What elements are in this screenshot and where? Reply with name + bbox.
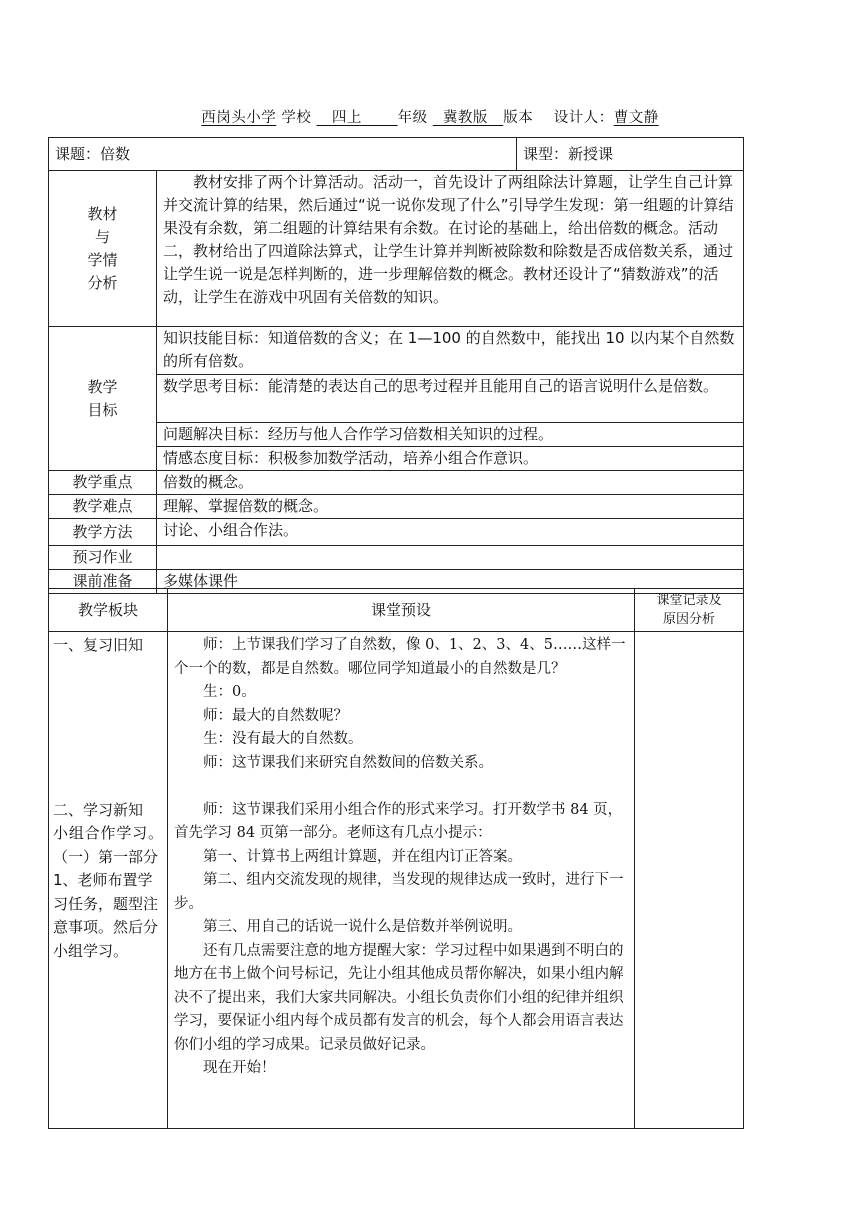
plan-paragraph: 生：没有最大的自然数。 <box>203 731 363 747</box>
notes-header: 课堂记录及 原因分析 <box>635 589 744 632</box>
plan-paragraph: 现在开始！ <box>203 1060 276 1076</box>
method-label: 教学方法 <box>49 519 157 546</box>
module-column <box>49 632 168 1129</box>
plan-paragraph: 师：上节课我们学习了自然数，像 0、1、2、3、4、5……这样一个一个的数，都是自然数。哪位同学知道最小的自然数是几？ <box>174 637 626 677</box>
plan-paragraph: 还有几点需要注意的地方提醒大家：学习过程中如果遇到不明白的地方在书上做个问号标记，先让小组其他成员帮你解决，如果小组内解决不了提出来，我们大家共同解决。小组长负责你们小组的纪律并组织学习，要保证小组内每个成员都有发言的机会，每个人都会用语言表达你们小组的学习成果。记录员做好记录。 <box>174 942 624 1053</box>
designer-name: 曹文静 <box>613 110 659 126</box>
edition-value: 冀教版 <box>442 110 488 126</box>
goal-knowledge: 知识技能目标：知道倍数的含义；在 1—100 的自然数中，能找出 10 以内某个自然数的所有倍数。 <box>157 327 744 375</box>
key-point-label: 教学重点 <box>49 471 157 495</box>
goal-thinking: 数学思考目标：能清楚的表达自己的思考过程并且能用自己的语言说明什么是倍数。 <box>157 375 744 423</box>
plan-paragraph: 师：最大的自然数呢？ <box>203 707 348 724</box>
grade-value: 四上 <box>331 110 362 126</box>
section-review: 一、复习旧知 <box>53 636 144 654</box>
plan-paragraph: 生：0。 <box>203 684 256 700</box>
goal-problem-solving: 问题解决目标：经历与他人合作学习倍数相关知识的过程。 <box>157 423 744 447</box>
section-task: 1、老师布置学习任务，题型注意事项。然后分小组学习。 <box>53 871 159 960</box>
goals-label: 教学 目标 <box>49 327 157 471</box>
lesson-plan-table <box>48 588 744 1129</box>
analysis-text: 教材安排了两个计算活动。活动一，首先设计了两组除法计算题，让学生自己计算并交流计算的结果，然后通过“说一说你发现了什么”引导学生发现：第一组题的计算结果没有余数，第二组题的计算结果有余数。在讨论的基础上，给出倍数的概念。活动二，教材给出了四道除法算式，让学生计算并判断被除数和除数是否成倍数关系，通过让学生说一说是怎样判断的，进一步理解倍数的概念。教材还设计了“猜数游戏”的活动，让学生在游戏中巩固有关倍数的知识。 <box>157 171 744 327</box>
section-part1: （一）第一部分 <box>53 847 159 866</box>
topic-label: 课题：倍数 <box>49 138 517 171</box>
school-name: 西岗头小学 <box>201 110 277 126</box>
preparation-label: 课前准备 <box>49 570 157 594</box>
edition-label: 版本 <box>503 110 534 126</box>
lesson-info-table <box>48 137 744 594</box>
plan-paragraph: 第二、组内交流发现的规律，当发现的规律达成一致时，进行下一步。 <box>174 872 624 912</box>
key-point-value: 倍数的概念。 <box>157 471 744 495</box>
grade-label: 年级 <box>397 110 428 126</box>
homework-value <box>157 546 744 570</box>
goal-attitude: 情感态度目标：积极参加数学活动，培养小组合作意识。 <box>157 447 744 471</box>
lesson-type: 课型：新授课 <box>517 138 744 171</box>
section-new-sub: 小组合作学习。 <box>53 824 163 842</box>
homework-label: 预习作业 <box>49 546 157 570</box>
school-label: 学校 <box>281 110 312 126</box>
plan-paragraph: 师：这节课我们采用小组合作的形式来学习。打开数学书 84 页，首先学习 84 页第一部分。老师这有几点小提示： <box>174 801 623 841</box>
document-header <box>0 106 860 127</box>
method-value: 讨论、小组合作法。 <box>157 519 744 546</box>
section-new-title: 二、学习新知 <box>53 800 144 819</box>
plan-column <box>168 632 635 1129</box>
plan-paragraph: 师：这节课我们来研究自然数间的倍数关系。 <box>203 754 493 771</box>
plan-paragraph <box>174 775 628 799</box>
plan-paragraph: 第一、计算书上两组计算题，并在组内订正答案。 <box>203 848 522 865</box>
preparation-value: 多媒体课件 <box>157 570 744 594</box>
analysis-label: 教材 与 学情 分析 <box>49 171 157 327</box>
designer-label: 设计人： <box>553 110 614 126</box>
difficulty-value: 理解、掌握倍数的概念。 <box>157 495 744 519</box>
plan-paragraph: 第三、用自己的话说一说什么是倍数并举例说明。 <box>203 919 522 935</box>
notes-column <box>635 632 744 1129</box>
plan-header: 课堂预设 <box>168 589 635 632</box>
difficulty-label: 教学难点 <box>49 495 157 519</box>
module-header: 教学板块 <box>49 589 168 632</box>
